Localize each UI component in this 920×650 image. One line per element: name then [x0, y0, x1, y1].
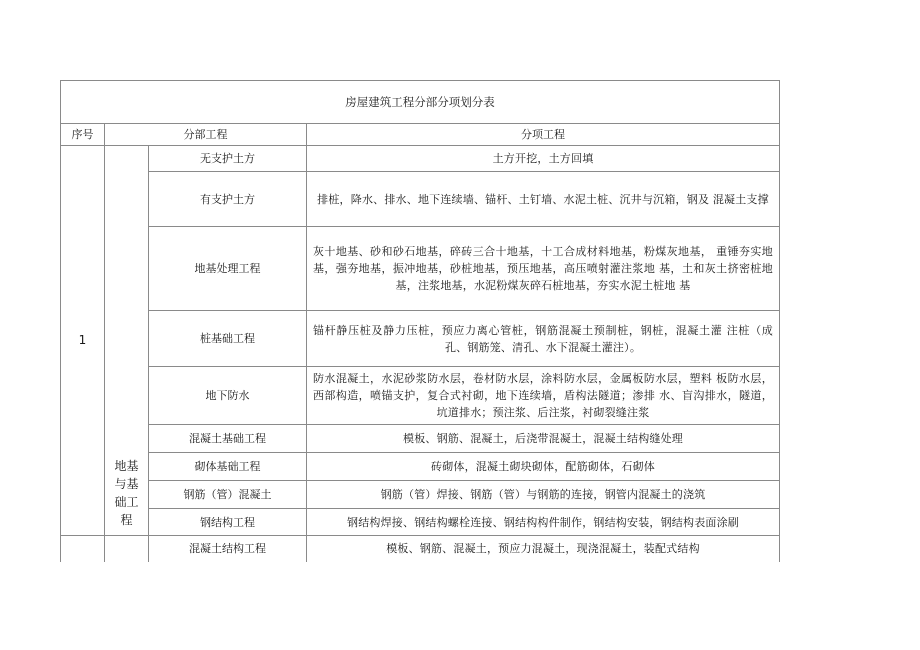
subitems-text: 灰十地基、砂和砂石地基，碎砖三合十地基，十工合成材料地基，粉煤灰地基， 重锤夯实地基，强夯地基，振冲地基，砂桩地基，预压地基，高压喷射灌注浆地 基，土和灰土挤密桩地基，注浆地基，水泥粉煤灰碎石桩地基，夯实水泥土桩地 基: [307, 227, 780, 311]
subitems-text: 模板、钢筋、混凝土，预应力混凝土，现浇混凝土，装配式结构: [307, 536, 780, 562]
seq-number: 1: [61, 146, 105, 536]
table-row: [61, 425, 780, 453]
table-row: [61, 509, 780, 536]
title-row: [61, 81, 780, 124]
division-name: 桩基础工程: [149, 311, 307, 367]
table-row: [61, 367, 780, 425]
header-subitems: 分项工程: [307, 124, 780, 146]
division-name: 混凝土结构工程: [149, 536, 307, 562]
table-row: [61, 453, 780, 481]
division-name: 砌体基础工程: [149, 453, 307, 481]
division-name: 地下防水: [149, 367, 307, 425]
subitems-text: 钢结构焊接、钢结构螺栓连接、钢结构构件制作，钢结构安装，钢结构表面涂刷: [307, 509, 780, 536]
subitems-text: 锚杆静压桩及静力压桩，预应力离心管桩，钢筋混凝土预制桩，钢桩，混凝土灌 注桩（成孔、钢筋笼、清孔、水下混凝土灌注）。: [307, 311, 780, 367]
division-name: 混凝土基础工程: [149, 425, 307, 453]
table-row: [61, 172, 780, 227]
table-row: [61, 146, 780, 172]
header-division: 分部工程: [105, 124, 307, 146]
table-row: [61, 227, 780, 311]
division-name: 钢结构工程: [149, 509, 307, 536]
table-row: [61, 536, 780, 562]
header-seq: 序号: [61, 124, 105, 146]
division-name: 地基处理工程: [149, 227, 307, 311]
subitems-text: 模板、钢筋、混凝土，后浇带混凝土，混凝土结构缝处理: [307, 425, 780, 453]
table-title: 房屋建筑工程分部分项划分表: [61, 81, 780, 124]
division-name: 无支护土方: [149, 146, 307, 172]
category-cell: [105, 146, 149, 536]
subitems-text: 土方开挖，土方回填: [307, 146, 780, 172]
table-row: [61, 481, 780, 509]
division-name: 钢筋（管）混凝土: [149, 481, 307, 509]
table-row: [61, 311, 780, 367]
category-blank: [105, 536, 149, 562]
subitems-text: 砖砌体，混凝土砌块砌体，配筋砌体，石砌体: [307, 453, 780, 481]
subitems-text: 防水混凝土，水泥砂浆防水层，卷材防水层，涂料防水层，金属板防水层，塑料 板防水层，西部构造，喷锚支护，复合式衬砌，地下连续墙，盾构法隧道；渗排 水、盲沟排水，隧道，坑道排水；预注浆、后注浆，衬砌裂缝注浆: [307, 367, 780, 425]
subitems-text: 排桩，降水、排水、地下连续墙、锚杆、土钉墙、水泥土桩、沉井与沉箱，钢及 混凝土支撑: [307, 172, 780, 227]
header-row: [61, 124, 780, 146]
category-label: 地基与基础工程: [114, 459, 139, 527]
subitems-text: 钢筋（管）焊接、钢筋（管）与钢筋的连接，钢管内混凝土的浇筑: [307, 481, 780, 509]
seq-blank: [61, 536, 105, 562]
division-name: 有支护土方: [149, 172, 307, 227]
division-table: [60, 80, 780, 562]
